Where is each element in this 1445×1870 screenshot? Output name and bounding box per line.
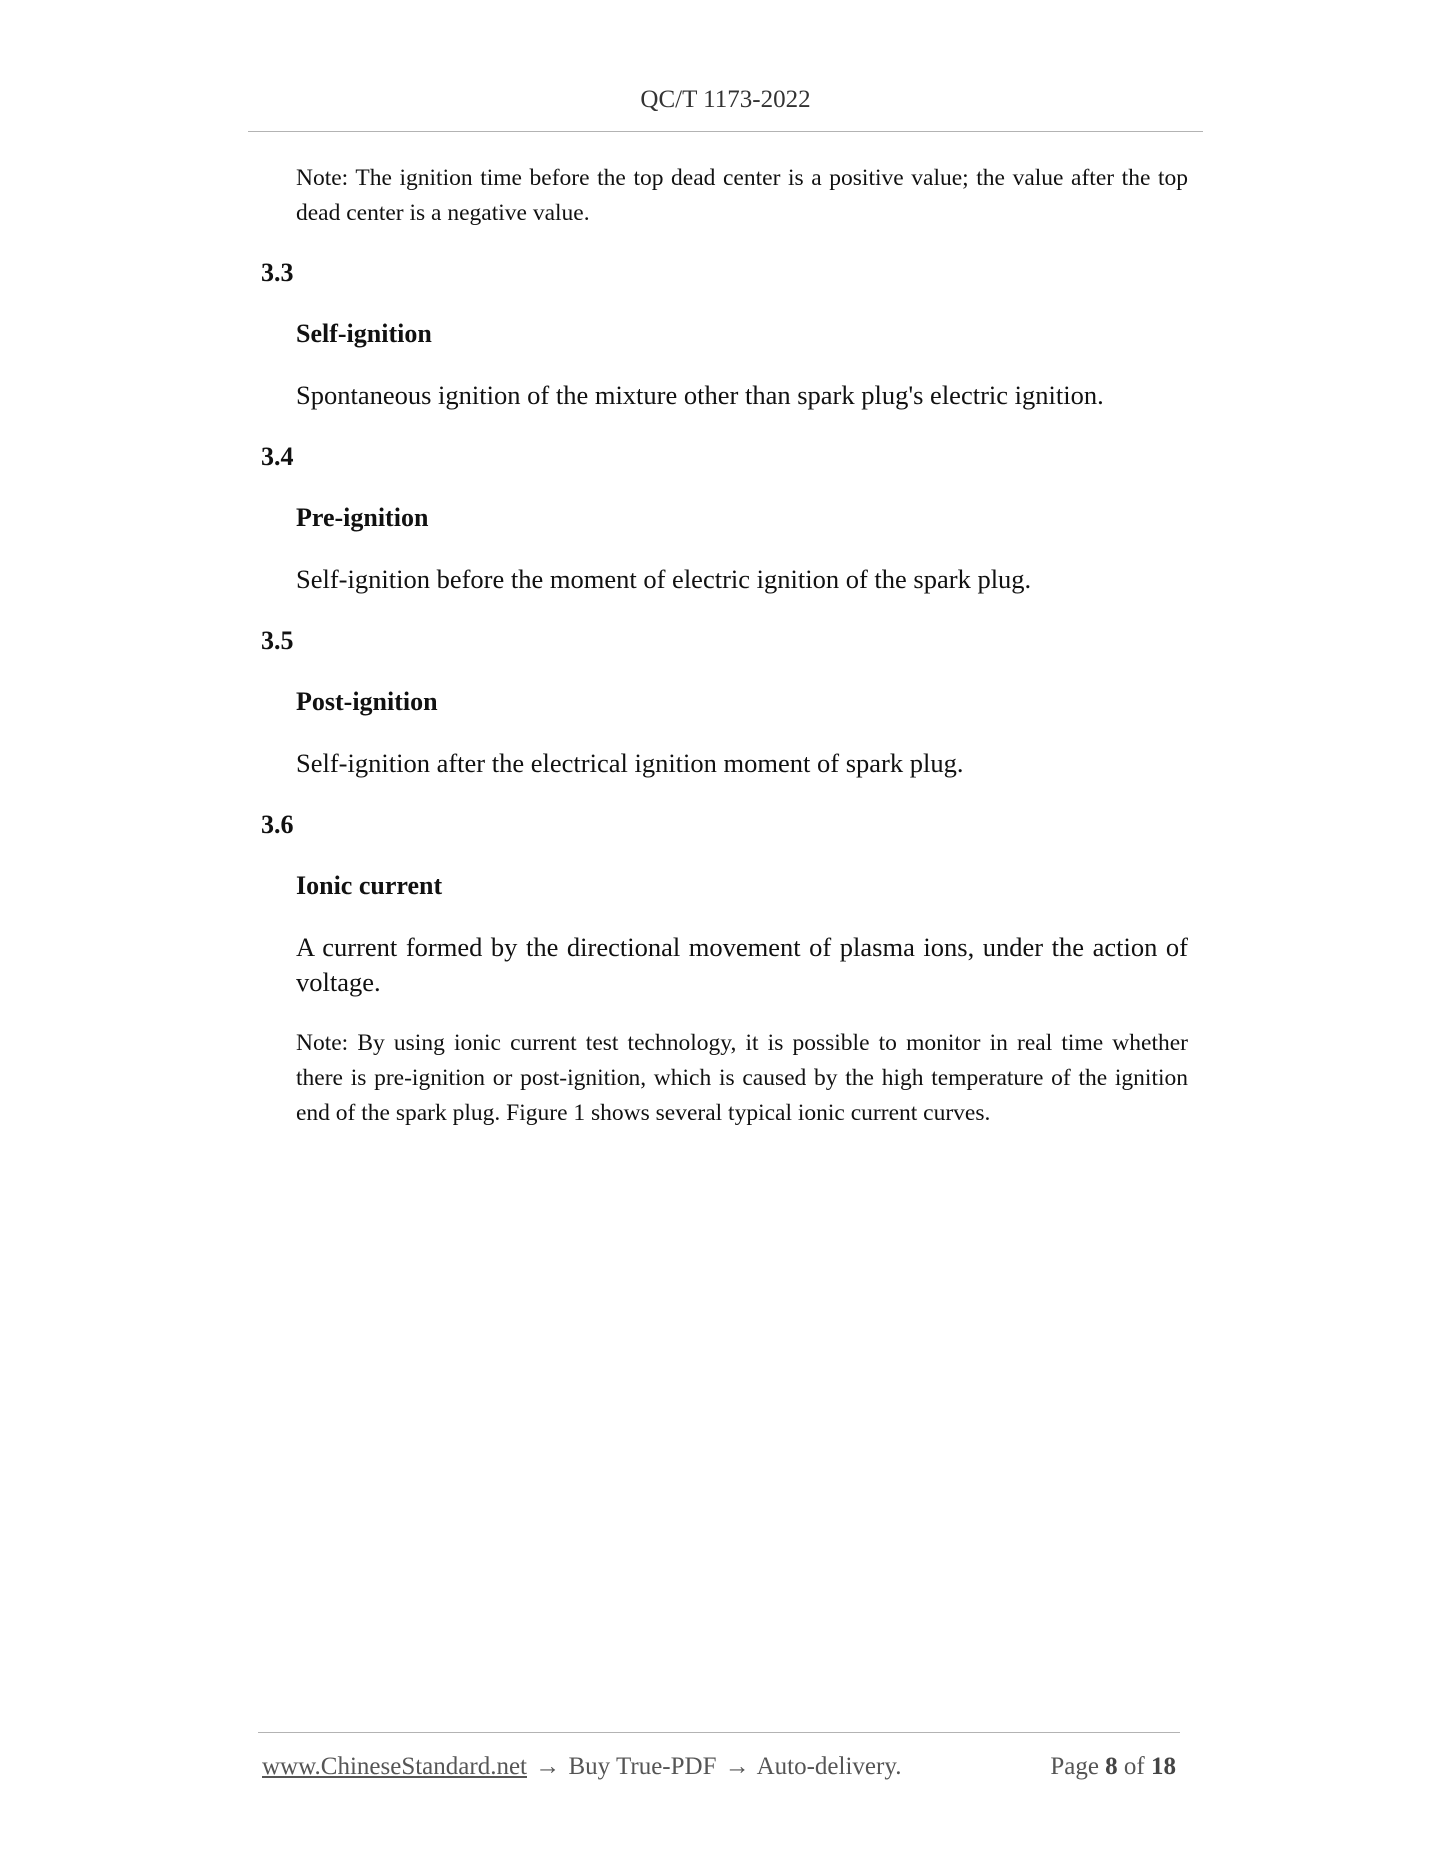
page-total: 18 [1151,1753,1176,1780]
page-label: Page [1050,1753,1099,1780]
page-current: 8 [1105,1753,1118,1780]
definition-pre-ignition: Self-ignition before the moment of electric ignition of the spark plug. [296,564,1032,594]
term-ionic-current: Ionic current [296,871,443,900]
note-bottom: Note: By using ionic current test technology, it is possible to monitor in real time whether there is pre-ignition or post-ignition, which is caused by the high temperature of the ignition end of the spark plug. Figure 1 shows several typical ionic current curves. [296,1030,1188,1126]
footer-promo [262,1750,901,1784]
arrow-right-icon: → [724,1753,750,1780]
clause-number-3-3: 3.3 [261,258,294,287]
buy-pdf-text: Buy True-PDF [568,1753,717,1780]
definition-ionic-current: A current formed by the directional movement of plasma ions, under the action of voltage. [296,932,1188,997]
term-post-ignition: Post-ignition [296,687,438,716]
header-divider [248,131,1203,132]
clause-number-3-4: 3.4 [261,442,294,471]
definition-post-ignition: Self-ignition after the electrical ignition moment of spark plug. [296,748,964,778]
clause-number-3-5: 3.5 [261,626,294,655]
clause-number-3-6: 3.6 [261,810,294,839]
footer-divider [258,1732,1180,1733]
of-label: of [1123,1753,1145,1780]
auto-delivery-text: Auto-delivery. [756,1753,902,1780]
site-link[interactable]: www.ChineseStandard.net [262,1753,527,1780]
header-title: QC/T 1173-2022 [640,86,811,113]
definition-self-ignition: Spontaneous ignition of the mixture other than spark plug's electric ignition. [296,380,1104,410]
term-pre-ignition: Pre-ignition [296,503,429,532]
page-indicator [1050,1750,1176,1784]
arrow-right-icon: → [535,1753,561,1780]
term-self-ignition: Self-ignition [296,319,432,348]
note-top: Note: The ignition time before the top dead center is a positive value; the value after the top dead center is a negative value. [296,165,1188,226]
